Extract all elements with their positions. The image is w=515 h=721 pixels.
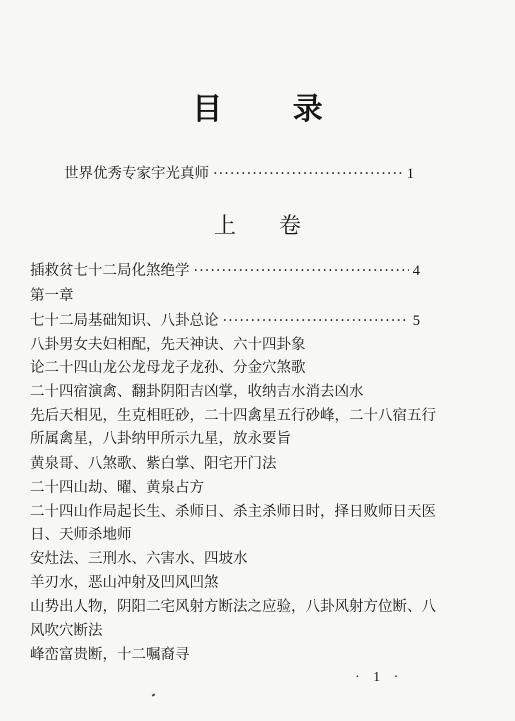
toc-leader xyxy=(213,164,403,184)
toc-entry-text: 插救贫七十二局化煞绝学 xyxy=(30,263,190,279)
toc-entry[interactable]: 二十四宿演禽、翻卦阴阳吉凶掌，收纳吉水消去凶水 xyxy=(30,384,364,400)
toc-entry[interactable]: 二十四山作局起长生、杀师日、杀主杀师日时，择日败师日天医 xyxy=(30,504,436,520)
toc-intro-text: 世界优秀专家宇光真师 xyxy=(64,166,209,182)
page-number: · 1 · xyxy=(355,670,404,685)
toc-entry-text: 七十二局基础知识、八卦总论 xyxy=(30,313,219,329)
toc-intro-page: 1 xyxy=(406,166,414,182)
toc-intro-line[interactable] xyxy=(64,164,414,184)
toc-entry[interactable]: 二十四山劫、曜、黄泉占方 xyxy=(30,480,204,496)
toc-entry[interactable]: 先后天相见，生克相旺砂，二十四禽星五行砂峰，二十八宿五行 xyxy=(30,408,436,424)
toc-entry[interactable]: 羊刃水，恶山冲射及凹风凹煞 xyxy=(30,575,219,591)
toc-entry[interactable]: 黄泉哥、八煞歌、紫白掌、阳宅开门法 xyxy=(30,456,277,472)
toc-entry[interactable]: 安灶法、三刑水、六害水、四坡水 xyxy=(30,551,248,567)
toc-entry-continuation[interactable]: 风吹穴断法 xyxy=(30,623,103,639)
toc-entry-continuation[interactable]: 所属禽星，八卦纳甲所示九星，放永要旨 xyxy=(30,431,291,447)
toc-entry[interactable]: 论二十四山龙公龙母龙子龙孙、分金穴煞歌 xyxy=(30,360,306,376)
scan-speck xyxy=(152,693,156,696)
toc-entry-line[interactable] xyxy=(30,261,420,281)
toc-entry-continuation[interactable]: 日、天师杀地师 xyxy=(30,527,132,543)
page-title: 目 录 xyxy=(192,92,353,127)
toc-entry-page: 4 xyxy=(412,263,420,279)
toc-leader xyxy=(223,311,409,331)
chapter-heading[interactable]: 第一章 xyxy=(30,288,74,304)
toc-entry[interactable]: 八卦男女夫妇相配，先天神诀、六十四卦象 xyxy=(30,337,306,353)
toc-entry[interactable]: 山势出人物，阴阳二宅风射方断法之应验，八卦风射方位断、八 xyxy=(30,599,436,615)
toc-entry[interactable]: 峰峦富贵断，十二嘱裔寻 xyxy=(30,647,190,663)
toc-leader xyxy=(194,261,409,281)
section-title: 上 卷 xyxy=(214,214,319,239)
toc-entry-line[interactable] xyxy=(30,311,420,331)
toc-entry-page: 5 xyxy=(412,313,420,329)
